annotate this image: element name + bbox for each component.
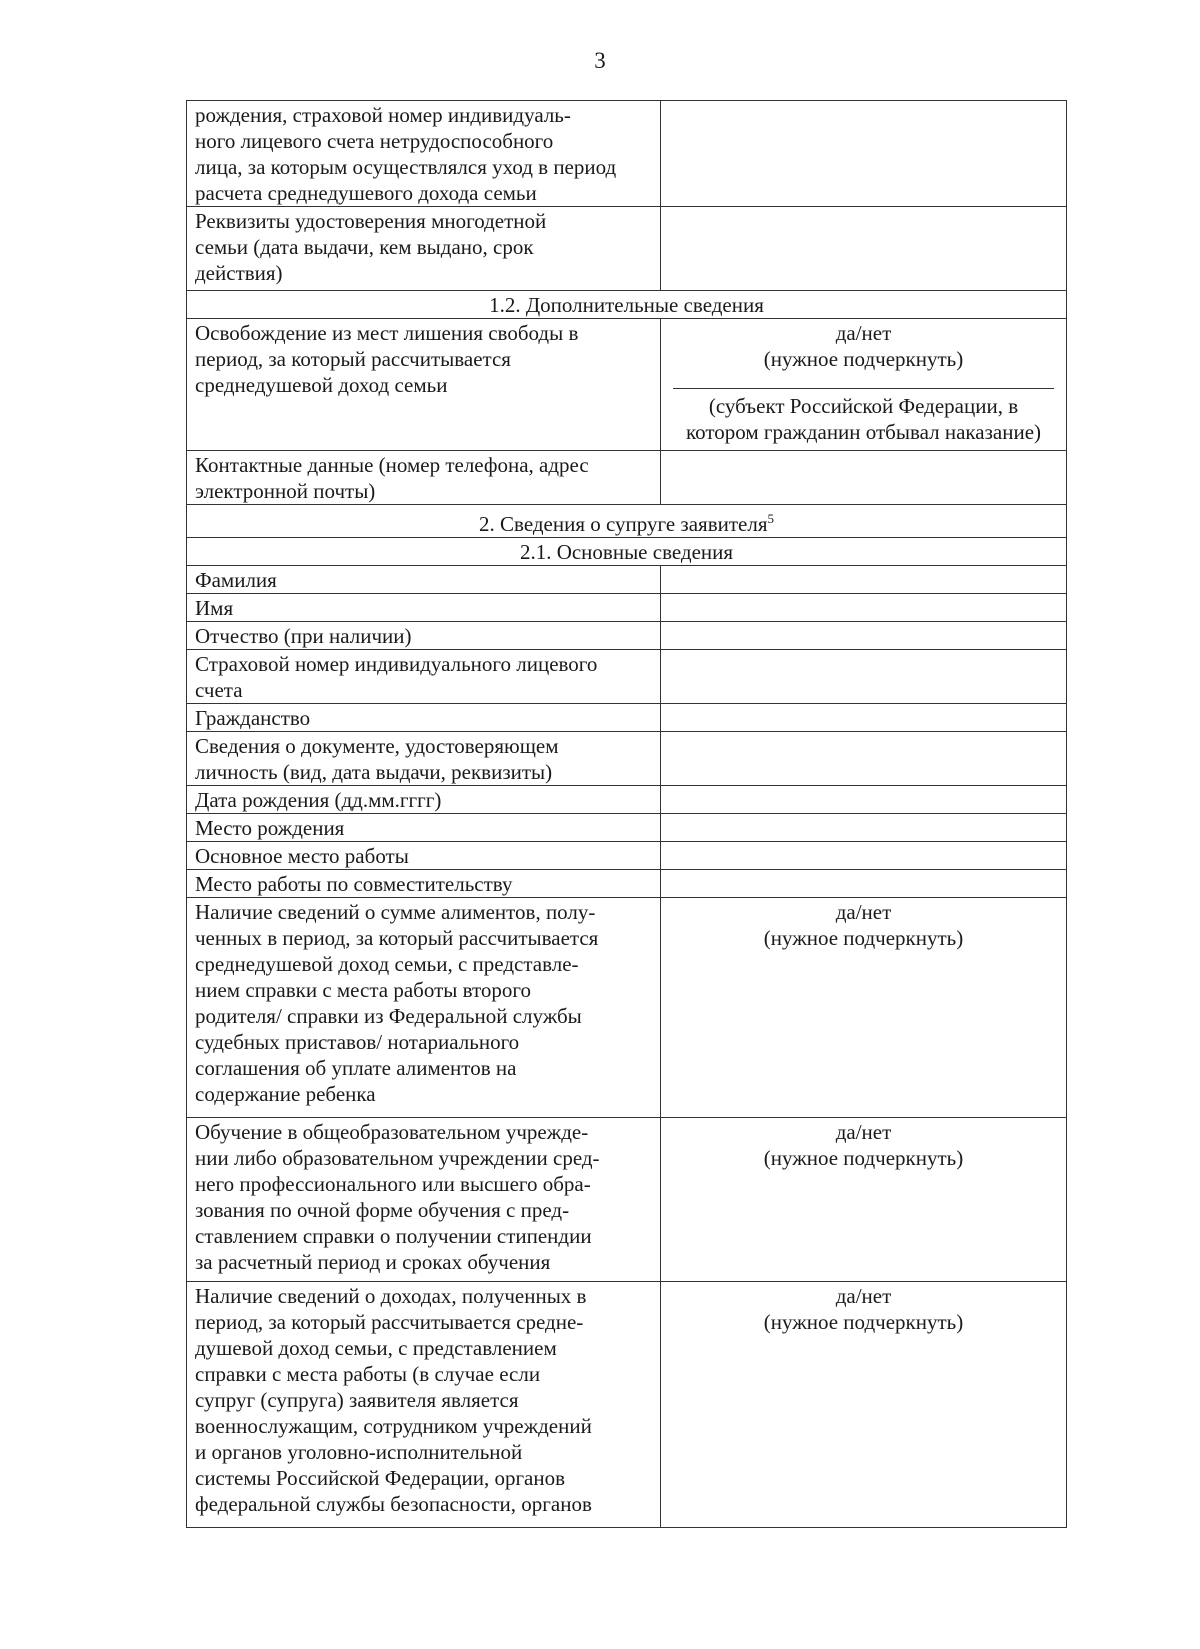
yes-no-option[interactable]: да/нет [835,1120,892,1144]
row-value-release-from-prison [661,319,1067,451]
row-value-education [661,1118,1067,1282]
underline-hint: (нужное подчеркнуть) [763,1146,964,1170]
row-label-text: Освобождение из мест лишения свободы в период, за который рассчитывается среднедушевой доход семьи [195,321,579,397]
yes-no-option[interactable]: да/нет [835,900,892,924]
row-label-large-family-certificate [187,207,661,291]
row-label-text: Сведения о документе, удостоверяющем личность (вид, дата выдачи, реквизиты) [195,734,559,784]
table-row [187,594,1067,622]
underline-hint: (нужное подчеркнуть) [763,347,964,371]
row-label-text: Страховой номер индивидуального лицевого счета [195,652,598,702]
row-value-contacts[interactable] [661,451,1067,505]
table-row [187,566,1067,594]
row-value-main-workplace[interactable] [661,842,1067,870]
section-heading-2-1: 2.1. Основные сведения [187,538,1067,566]
section-row [187,538,1067,566]
row-label-contacts [187,451,661,505]
underline-hint: (нужное подчеркнуть) [763,1310,964,1334]
row-label-text: Реквизиты удостоверения многодетной семьи (дата выдачи, кем выдано, срок действия) [195,209,547,285]
row-label-income-info [187,1282,661,1528]
table-row [187,842,1067,870]
row-value-name[interactable] [661,594,1067,622]
row-label-caregiver-snils [187,101,661,207]
table-row [187,732,1067,786]
row-label-identity-document [187,732,661,786]
row-value-income-info [661,1282,1067,1528]
row-value-patronymic[interactable] [661,622,1067,650]
section-row [187,291,1067,319]
row-value-alimony [661,898,1067,1118]
page-number: 3 [594,48,606,73]
row-label-secondary-workplace: Место работы по совместительству [187,870,661,898]
application-form-table [186,100,1067,1528]
section-heading-2-text: 2. Сведения о супруге заявителя [479,512,768,536]
table-row [187,319,1067,451]
table-row [187,207,1067,291]
row-value-large-family-certificate[interactable] [661,207,1067,291]
footnote-mark: 5 [767,511,774,526]
subject-input-line[interactable] [673,388,1054,389]
row-label-birth-place: Место рождения [187,814,661,842]
row-label-surname: Фамилия [187,566,661,594]
row-label-main-workplace: Основное место работы [187,842,661,870]
section-heading-2 [187,505,1067,538]
section-heading-1-2: 1.2. Дополнительные сведения [187,291,1067,319]
row-label-text: рождения, страховой номер индивидуаль- ного лицевого счета нетрудоспособного лица, за которым осуществлялся уход в период расчета среднедушевого дохода семьи [195,103,617,205]
table-row [187,704,1067,732]
row-label-text: Обучение в общеобразовательном учрежде- нии либо образовательном учреждении сред- него профессионального или высшего обра- зования по очной форме обучения с пред- ставлением справки о получении стипендии за расчетный период и сроках обучения [195,1120,600,1274]
row-label-patronymic: Отчество (при наличии) [187,622,661,650]
subject-caption: (субъект Российской Федерации, в котором гражданин отбывал наказание) [685,394,1042,444]
row-label-text: Наличие сведений о сумме алиментов, полу- ченных в период, за который рассчитывается среднедушевой доход семьи, с представле- нием справки с места работы второго родителя/ справки из Федеральной службы судебных приставов/ нотариального соглашения об уплате алиментов на содержание ребенка [195,900,599,1106]
row-label-snils [187,650,661,704]
row-value-caregiver-snils[interactable] [661,101,1067,207]
row-label-birth-date: Дата рождения (дд.мм.гггг) [187,786,661,814]
row-label-citizenship: Гражданство [187,704,661,732]
row-value-citizenship[interactable] [661,704,1067,732]
table-row [187,451,1067,505]
underline-hint: (нужное подчеркнуть) [763,926,964,950]
row-label-release-from-prison [187,319,661,451]
row-value-identity-document[interactable] [661,732,1067,786]
yes-no-option[interactable]: да/нет [835,321,892,345]
row-value-secondary-workplace[interactable] [661,870,1067,898]
row-label-text: Наличие сведений о доходах, полученных в период, за который рассчитывается средне- душевой доход семьи, с представлением справки с места работы (в случае если супруг (супруга) заявителя является военнослужащим, сотрудником учреждений и органов уголовно-исполнительной системы Российской Федерации, органов федеральной службы безопасности, органов [195,1284,592,1516]
table-row [187,870,1067,898]
table-row [187,650,1067,704]
section-row [187,505,1067,538]
yes-no-option[interactable]: да/нет [835,1284,892,1308]
row-label-name: Имя [187,594,661,622]
table-row [187,101,1067,207]
row-value-birth-place[interactable] [661,814,1067,842]
row-label-alimony [187,898,661,1118]
table-row [187,898,1067,1118]
table-row [187,1118,1067,1282]
row-value-surname[interactable] [661,566,1067,594]
table-row [187,1282,1067,1528]
row-label-education [187,1118,661,1282]
table-row [187,622,1067,650]
row-label-text: Контактные данные (номер телефона, адрес электронной почты) [195,453,589,503]
row-value-snils[interactable] [661,650,1067,704]
table-row [187,814,1067,842]
table-row [187,786,1067,814]
row-value-birth-date[interactable] [661,786,1067,814]
